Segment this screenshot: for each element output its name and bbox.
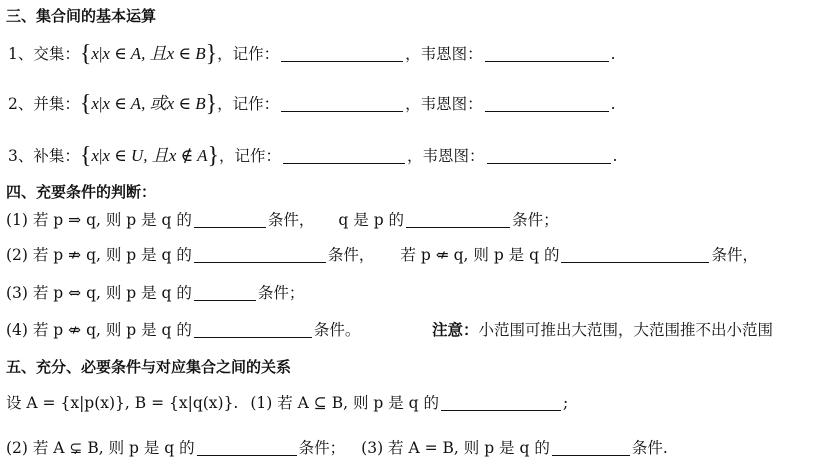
condition-row-4	[6, 320, 360, 340]
section3-title: 三、集合间的基本运算	[6, 7, 157, 25]
set-definition: 设 A = {x|p(x)}, B = {x|q(x)}.	[6, 394, 239, 412]
condition-3-blank[interactable]	[194, 284, 256, 301]
intersection-row: 1、交集：{x|x ∈ A, 且x ∈ B}，记作： ，韦恩图： .	[8, 41, 616, 67]
condition-row-3	[6, 283, 304, 303]
condition-3-suffix: 条件；	[257, 284, 305, 302]
relation-2-blank[interactable]	[197, 439, 297, 456]
note	[432, 320, 773, 340]
relation-3-suffix: 条件.	[631, 439, 668, 457]
condition-1b-suffix: 条件；	[512, 211, 559, 229]
line-end: .	[610, 95, 616, 113]
union-row: 2、并集：{x|x ∈ A, 或x ∈ B}，记作： ，韦恩图： .	[8, 91, 616, 117]
relation-2-suffix: 条件；	[298, 439, 346, 457]
condition-1b-blank[interactable]	[406, 211, 510, 228]
set-var: x	[91, 94, 99, 113]
venn-label: ，韦恩图：	[405, 95, 483, 113]
relation-2-text: (2) 若 A ⊊ B, 则 p 是 q 的	[6, 439, 195, 457]
set-var: x	[91, 44, 99, 63]
section4-title: 四、充要条件的判断：	[6, 183, 157, 201]
line-end: .	[612, 147, 618, 165]
set-brace-open: {	[79, 91, 92, 117]
condition-2b-blank[interactable]	[561, 246, 709, 263]
notation-label: ，记作：	[219, 147, 282, 165]
notation-label: ，记作：	[217, 45, 280, 63]
set-condition: x ∈ A, 且x ∈ B	[102, 44, 206, 63]
condition-2-blank[interactable]	[194, 246, 326, 263]
relation-1-suffix: ;	[563, 394, 569, 412]
condition-1-blank[interactable]	[194, 211, 266, 228]
venn-blank[interactable]	[487, 147, 611, 164]
venn-label: ，韦恩图：	[407, 147, 485, 165]
set-relation-row-1	[6, 393, 568, 413]
condition-4-text: (4) 若 p ⇎ q, 则 p 是 q 的	[6, 321, 192, 339]
relation-3-text: (3) 若 A = B, 则 p 是 q 的	[361, 439, 550, 457]
intersection-label: 1、交集：	[8, 45, 80, 63]
condition-row-1	[6, 210, 559, 230]
set-brace-close: }	[207, 143, 220, 169]
set-brace-open: {	[79, 41, 92, 67]
condition-3-text: (3) 若 p ⇔ q, 则 p 是 q 的	[6, 284, 192, 302]
condition-2b-suffix: 条件，	[711, 246, 758, 264]
venn-label: ，韦恩图：	[405, 45, 483, 63]
set-condition: x ∈ A, 或x ∈ B	[102, 94, 206, 113]
line-end: .	[610, 45, 616, 63]
set-brace-close: }	[205, 41, 218, 67]
venn-blank[interactable]	[485, 95, 609, 112]
complement-row: 3、补集：{x|x ∈ U, 且x ∉ A}，记作： ，韦恩图： .	[8, 143, 618, 169]
condition-2-text: (2) 若 p ⇏ q, 则 p 是 q 的	[6, 246, 192, 264]
condition-row-2	[6, 245, 758, 265]
venn-blank[interactable]	[485, 45, 609, 62]
condition-1b-text: q 是 p 的	[338, 211, 405, 229]
note-text: 小范围可推出大范围，大范围推不出小范围	[478, 321, 774, 339]
complement-label: 3、补集：	[8, 147, 80, 165]
set-var: x	[91, 146, 99, 165]
set-condition: x ∈ U, 且x ∉ A	[102, 146, 208, 165]
relation-1-blank[interactable]	[441, 394, 561, 411]
section5-title: 五、充分、必要条件与对应集合之间的关系	[6, 358, 292, 376]
relation-1-text: (1) 若 A ⊆ B, 则 p 是 q 的	[250, 394, 440, 412]
notation-blank[interactable]	[281, 95, 403, 112]
notation-blank[interactable]	[281, 45, 403, 62]
condition-4-suffix: 条件。	[313, 321, 361, 339]
union-label: 2、并集：	[8, 95, 80, 113]
condition-2-suffix: 条件，	[327, 246, 375, 264]
notation-blank[interactable]	[283, 147, 405, 164]
condition-1-suffix: 条件，	[267, 211, 315, 229]
note-label: 注意：	[432, 320, 479, 339]
set-relation-row-2	[6, 438, 668, 458]
set-brace-open: {	[79, 143, 92, 169]
set-brace-close: }	[205, 91, 218, 117]
condition-4-blank[interactable]	[194, 321, 312, 338]
notation-label: ，记作：	[217, 95, 280, 113]
relation-3-blank[interactable]	[552, 439, 630, 456]
condition-1-text: (1) 若 p ⇒ q, 则 p 是 q 的	[6, 211, 192, 229]
condition-2b-text: 若 p ⇍ q, 则 p 是 q 的	[400, 246, 560, 264]
